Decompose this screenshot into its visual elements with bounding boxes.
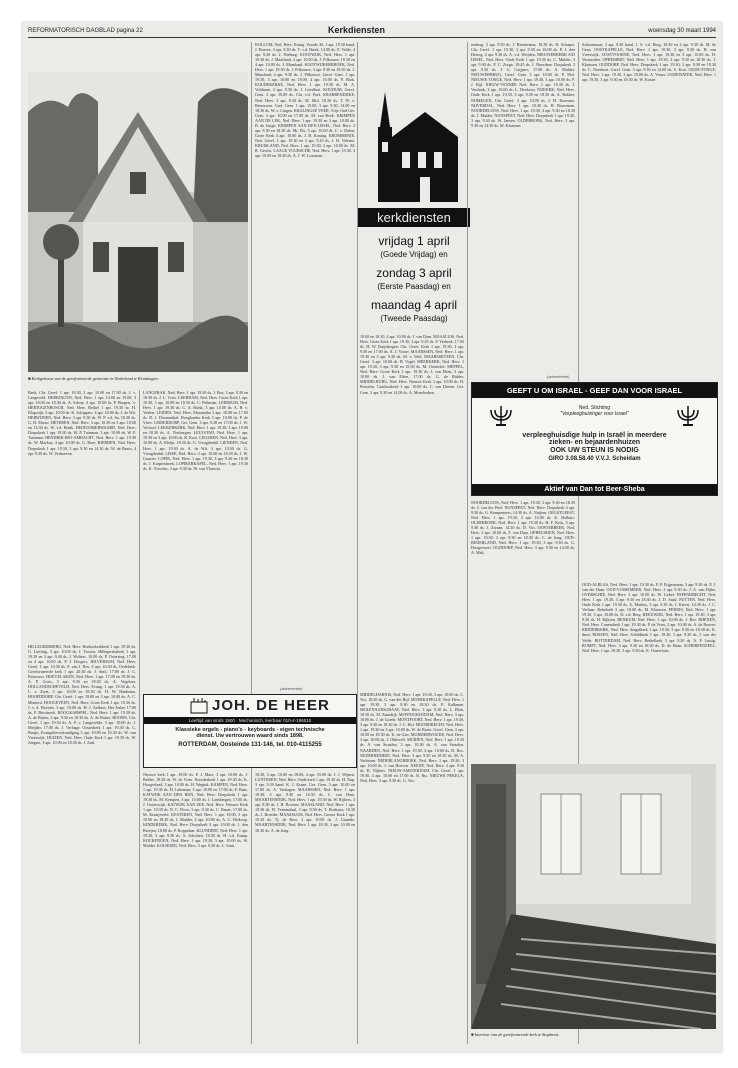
- column-rule: [139, 390, 140, 1044]
- ad-israel-body2: zieken- en bejaardenhuizen: [548, 439, 641, 446]
- column-4-top: tenberg. 3 apr. 9.30 ds. J. Riemersma, 18.30 ds. H. Schaper. Chr. Geref. 1 apr. 19.30, 3 apr. 9.30 en 16.00 ds. P. J. den Hertog, 4 apr. 9.30 ds. A. v.d. Weijden. NIEUWERKERK A/D IJSSEL, Ned. Herv. Oude Kerk 1 apr. 19.30 ds. C. Mulder, 3 apr. 9.30 ds. P. C. Zorge, 18.45 ds. J. Noordam. Dorpskerk 3 apr. 9.30 ds. J. G. Cuijpers, 17.00 ds. A. Mulder. NIEUWERBRUG, Geref. Gem. 3 apr. 10.00 ds. P. Mol. NIEUWE TONGE, Ned. Herv. 1 apr. 19.30, 3 apr. 10.00 ds. P. J. Bijl. NIEUW-VENNEP, Ned. Herv. 1 apr. 19.30 ds. J. Verdonk, 3 apr. 10.00 ds. L. Hoekstra. NIJKERK, Ned. Herv. Oude Kerk 1 apr. 19.30, 3 apr. 9.30 en 18.30 ds. A. Bakker. NIJMEGEN, Chr. Geref. 3 apr. 10.00 ds. J. H. Boersma. NIJVERDAL, Ned. Herv. 1 apr. 19.30 ds. H. Bouwman. NOORDELOOS, Ned. Herv. 1 apr. 19.30, 3 apr. 9.30 en 18.30 ds. J. Mulder. NUNSPEET, Ned. Herv. Dorpskerk 1 apr. 19.30, 3 apr. 9.30 ds. W. Jansen. OLDEBROEK, Ned. Herv. 3 apr. 9.30 en 14.30 ds. M. Klaassen.: [471, 42, 575, 128]
- ad-israel-sub1: Ned. Stichting: [578, 405, 611, 411]
- ad-joh-de-heer[interactable]: [143, 694, 357, 768]
- church-icon: [360, 82, 460, 202]
- newspaper-page: [22, 22, 722, 1052]
- hero-date-1-sub: (Goede Vrijdag) en: [380, 250, 448, 259]
- header-section-title: Kerkdiensten: [328, 25, 386, 35]
- column-2-top: KOLLUM, Ned. Herv. Evang. Voorde 26, 1 apr. 19.30 kand. J. Boeree, 3 apr. 9.30 ds. T. v.d. Brink, 14.00 ds. F. Velde, 4 apr. 9.30 ds. J. Nieburg. KOOTWIJK, Ned. Herv. 1 apr. 19.30 ds. J. Maasland, 3 apr. 10.00 ds. J. Pilkouwe, 18.30 en 4 apr. 10.00 ds. J. Maasland. KOOTWIJKERBROEK, Ned. Herv. 1 apr. 19.30 ds. J. Pilkouwe, 3 apr. 9.30 en 18.30 ds. J. Maasland, 4 apr. 9.30 ds. J. Pilkouwe. Geref. Gem. 1 apr. 19.30, 3 apr. 10.00 en 18.00, 4 apr. 10.00 ds. P. Blok. KOUDEKERKE, Ned. Herv. 1 apr. 19.30 ds. M. A. Voldman, 3 apr. 9.30 ds. J. Goedhart. KOUDUM, Geref. Gem. 3 apr. 10.00 ds. Chr. v.d. Poel. KRABBENDIJKE, Ned. Herv. 3 apr. 9.30 ds. M. Mol, 18.30 ds. T. W. v. Besouwen. Gref. Gem. 1 apr. 19.00, 3 apr. 9.30, 14.00 en 18.30 ds. W. v. Lingen. KRALINGSE VEER, Vrije Oud Ger. Gem. 3 apr. 10.00 en 17.00 ds. M. van Beek. KRIMPEN AAN DE LEK, Ned. Herv. 1 apr. 19.30 en 3 apr. 10.00 ds. B. de Jongh. KRIMPEN AAN DEN IJSSEL, Ned. Herv. 3 apr. 9.30 en 18.30 ds. Mr. Els, 3 apr. 10.00 ds. C. v. Dalen. Grote Kerk 4 apr. 10.00 ds. J. B. Koning. KROMMENIE, Ned. Geref. 1 apr. 19.30 en 3 apr. 9.30 ds. J. H. Velema. KRUISLAND, Ned. Herv. 1 apr. 19.30, 3 apr. 10.00 ds. M. R. Gerrits. LAAGE VUURSCHE, Ned. Herv. 1 apr. 19.30, 3 apr. 10.00 en 18.30 ds. A. J. W. Lozeman.: [255, 42, 355, 159]
- hero-date-2: zondag 3 april: [376, 266, 452, 280]
- church-interior-image: [471, 764, 716, 1029]
- column-rule: [357, 42, 358, 1044]
- ad-heer-name: JOH. DE HEER: [212, 697, 330, 714]
- caption-bullet-icon: ■: [471, 1032, 475, 1037]
- ad-label-heer: (advertentie): [280, 686, 303, 691]
- hero-date-2-sub: (Eerste Paasdag) en: [377, 282, 451, 291]
- organ-icon: [190, 698, 208, 714]
- hero-title: kerkdiensten: [358, 208, 470, 227]
- church-photo: [28, 72, 248, 372]
- header-paper-name: REFORMATORISCH DAGBLAD pagina 22: [28, 28, 143, 34]
- church-exterior-image: [28, 72, 248, 372]
- ad-israel[interactable]: [471, 382, 718, 496]
- page-header: [28, 25, 716, 38]
- column-3-bottom: MIDDELHARNIS, Ned. Herv. 1 apr. 19.30, 3 apr. 10.00 ds. C. Vos, 18.30 ds. G. van der Bijl. MOERKAPELLE, Ned. Herv. 1 apr. 19.30, 3 apr. 9.30 en 18.30 ds. P. Kalkman. MOLENAARSGRAAF, Ned. Herv. 3 apr. 9.30 ds. L. Blok, 18.30 ds. M. Zaandijk. MONNICKENDAM, Ned. Herv. 3 apr. 10.00 ds. J. de Goede. MONTFOORT, Ned. Herv. 1 apr. 19.30, 3 apr. 9.30 en 18.30 ds. J. C. Hol. MOORDRECHT, Ned. Herv. 1 apr. 19.30 en 3 apr. 10.00 ds. W. de Bruin. Geref. Gem. 3 apr. 10.00 en 18.30 ds. K. de Gier. MURMERWOUDE, Ned. Herv. 3 apr. 10.00 ds. J. Oldewelt. MUIDEN, Ned. Herv. 1 apr. 19.30 ds. A. van Straalen, 3 apr. 10.30 ds. A. van Straalen. NAARDEN, Ned. Herv. 1 apr. 19.30, 3 apr. 10.00 ds. D. Ros. NEDERHEMERT, Ned. Herv. 3 apr. 9.30 en 18.30 ds. M. A. Verboom. NEDERLANGBROEK, Ned. Herv. 1 apr. 19.30, 3 apr. 10.00 ds. J. van Hoeven. NEEDE, Ned. Herv. 3 apr. 9.30 ds. H. Nijhuis. NIEUW-AMSTERDAM, Chr. Geref. 1 apr. 19.30, 3 apr. 10.00 en 17.00 ds. R. Ris. NIEUWE PEKELA, Ned. Herv. 3 apr. 9.30 ds. G. Vos.: [360, 692, 464, 783]
- column-2b-bottom: 18.30, 3 apr. 10.00 en 18.00, 4 apr. 10.00 ds. J. J. Wijnen. LUNTEREN, Ned. Herv. Oude kerk 1 apr. 19.30 ds. H. Nap, 3 apr. 9.30 kand. K. J. Kraan. Ger. Gem. 3 apr. 10.00 en 17.00 ds. A. Verhagen. MAARSSEN, Ned. Herv. 1 apr. 19.30, 3 apr. 9.30 en 18.30 ds. C. van Ham. MAARTENSDIJK, Ned. Herv. 1 apr. 19.30 ds. W. Rijkers, 3 apr. 9.30 ds. J. H. Borsten. MAASLAND, Ned. Herv. 1 apr. 19.30 ds. W. Veenendaal, 3 apr. 9.30 ds. T. Hoekstra, 18.30 ds. J. Broeder. MAASSLUIS, Ned. Herv. Groote Kerk 1 apr. 19.30 ds. Tj. de Boer, 3 apr. 10.00 ds. J. Grandia. MAARTENSDIJK, Ned. Herv. 1 apr. 18.30, 3 apr. 10.00 en 18.30 ds. A. de Jong.: [255, 772, 355, 833]
- hero-date-1: vrijdag 1 april: [378, 234, 450, 248]
- column-rule: [467, 42, 468, 1044]
- menorah-icon: [673, 404, 703, 428]
- column-1-bottom: HILLEGERSBERG, Ned. Herv. Hoeksekerkkerk 1 apr. 19.30 ds. G. Liefting, 3 apr. 10.00 ds. J. Troosts. Hillegersbakerk 1 apr. 19.30 en 3 apr. 9.30 ds. J. Wolters. 10.00 ds. P. Ostersteg, 17.00 en 4 apr. 10.00 ds. P. J. Drogers. HILVERSUM, Ned. Herv. Geref. 1 apr. 19.30 ds. P. van J. Bos. 3 apr. 10.30 ds. Oedekerk. Gereformeerde kerk 1 apr. 20.30 ds. J. Smit, 17.00 ds. J. C. Brouwers. HOEVELAKEN, Ned. Herv. 1 apr. 17.00 en 19.30 ds. A. P. Goris, 3 apr. 9.30 en 18.30 ds. A. Vogelaar. HOLLANDSCHEVELD, Ned. Herv. Evang. 1 apr. 19.30 ds. A. L. v. Zwet, 3 apr. 10.00 en 18.30 ds. H. W. Hankema. HOOFDDORP, Chr. Geref. 1 apr. 19.00 en 3 apr. 10.00 ds. A. C. Mosterd. HOOGEVEEN, Ned. Herv. Grote Kerk 1 apr. 19.30 ds. J. v. d. Hoeven, 3 apr. 10.00 ds. H. J. Aalbers. Het Anker 17.00 ds. P. Biesbroek. HOOGKARSPEL, Ned. Herv. 1 apr. 19.30 ds. A. de Ruiter, 3 apr. 9.30 en 18.30 ds. A. de Ruiter. HOORN, Chr. Geref. 1 apr. 19.30 ds. A. P. v. Langevelde, 3 apr. 10.00 ds. J. Meijder, 17.00 ds. J. Verhage. Oosterkerk 1 apr. 19.30 ds. C. Bruijn, Evangelieverkondiging 3 apr. 10.00 en 18.30 ds. W. van Vreeswijk. HUIZEN, Ned. Herv. Oude Kerk 1 apr. 19.30 ds. W. Jongste, 3 apr. 10.00 en 18.30 ds. J. Zaal.: [28, 644, 136, 745]
- ad-label-israel: (advertentie): [547, 374, 570, 379]
- column-1-top: Beek, Chr. Geref. 1 apr. 19.30, 3 apr. 10.00 en 17.00 ds. J. v. Langeveld. HERKINGEN, Ned. Herv. 1 apr. 14.00 en 19.00, 3 apr. 10.00 en 18.30 dr. A. Schop. 4 apr. 10.00 hr. P. Bregen. 's-HERTOGENBOSCH, Ned. Herv. Bethel 1 apr. 19.30 hr. H. Klapwijk, 3 apr. 10.00 ds. K. Schippers. 4 apr. 10.00 ds. J. de Wit. HERWIJNEN, Ned. Herv. 3 apr. 9.30 ds. W. P. v.d. Sa. 18.30 ds. G. H. Mouw. HETEREN, Ned. Herv. 3 apr. 10.30 en 3 apr. 10.00 en 14.30 ds. W. v.d. Brink. HEINOOMERWAARD, Ned. Herv. Dorpskerk 1 apr. 19.30 ds. W. P. Tuinman, 3 apr. 10.00 ds. W. P. Tuinman. HENDRIK-IDO-AMBACHT, Ned. Herv. 1 apr. 19.30 ds. W. Markus, 4 apr. 10.00 ds. G. Boer. HIERDEN, Ned. Herv. Dorpskerk 1 apr. 19.30, 3 apr. 9.30 en 14.30 ds. W. de Bruin, 4 apr. 9.30 ds. W. Verhoeven.: [28, 390, 136, 456]
- column-2-bottom: Nieuwe kerk 1 apr. 19.00 ds. P. J. Mare, 3 apr. 10.00 ds. J. Belder, 18.30 ds. W. de Vries. Noorderkerk 1 apr. 19.30 ds. K. Hoogerland, 3 apr. 10.00 ds. H. Wegink. KAMPEN, Ned. Herv. 1 apr. 19.30 ds. H. Lakeman, 3 apr. 10.00 en 17.00 ds. F. Baas. KATWIJK AAN DEN RIJN, Ned. Herv. Dorpskerk 1 apr. 19.30 ds. M. Kempen, 3 apr. 10.00 ds. J. Lansbergen, 17.00 ds. J. Oosterwijk. KATWIJK AAN ZEE, Ned. Herv. Nieuwe Kerk 1 apr. 19.30 ds. D. C. Floor, 3 apr. 9.30 ds. C. Bauer, 17.00 ds. M. Kraaijeveld. KESTEREN, Ned. Herv. 1 apr. 19.00, 3 apr. 10.00 en 18.30 ds. J. Mulder, 4 apr. 10.00 ds. A. C. Heikoop. KINDERDIJK, Ned. Herv. Dorpskerk 3 apr. 10.00 ds. J. den Breejen, 18.00 ds. P. Koppelaar. KLUNDERT, Ned. Herv. 1 apr. 19.30, 3 apr. 9.30 ds. A. Scholten, 18.30 ds. H. v.d. Kamp. KOCKENGEN, Ned. Herv. 1 apr. 19.30, 3 apr. 10.00 ds. W. Mulder. KOLHORN, Ned. Herv. 3 apr. 9.30 ds. L. Smit.: [143, 772, 248, 848]
- column-2-lower: LANGERAK, Ned. Herv. 1 apr. 19.30 ds. J. Bos, 3 apr. 9.30 en 18.30 ds. J. L. Vries. LEERDAM, Ned. Herv. Grote Kerk 1 apr. 19.30, 3 apr. 10.00 en 18.30 ds. C. Pelkman. LEERSUM, Ned. Herv. 1 apr. 19.30 ds. C. A. Brink, 3 apr. 10.00 ds. A. H. v. Veelen. LEIDEN, Ned. Herv. Maranatha 3 apr. 10.00 en 17.00 ds. D. J. Doornenbal. Hooglandse Kerk 3 apr. 10.00 ds. P. de Vries. LEIDERDORP, Ger. Gem. 3 apr. 9.30 en 17.00 ds. J. W. Verhoef. LEKKERKERK, Ned. Herv. 1 apr. 19.30, 3 apr. 10.00 en 18.30 ds. A. Vierbergen. LELYSTAD, Ned. Herv. 1 apr. 19.30 en 3 apr. 10.00 ds. R. Kooi. LEUSDEN, Ned. Herv. 3 apr. 10.00 ds. A. Kleijn, 18.30 ds. G. Vreugdenhil. LIENDEN, Ned. Herv. 1 apr. 19.30 ds. A. de Wit, 3 apr. 10.00 ds. G. Vreugdenhil. LISSE, Ned. Herv. 3 apr. 10.00 en 18.30 ds. J. W. Gunster. LOPIK, Ned. Herv. 1 apr. 19.30, 3 apr. 9.30 en 18.30 ds. J. Kurpershoek. LOPIKERKAPEL, Ned. Herv. 1 apr. 19.30 ds. K. Visscher, 3 apr. 9.30 ds. W. van Vlastuin.: [143, 390, 248, 471]
- photo-caption-bottom: ■ Interieur van de gereformeerde kerk te Stapherst.: [471, 1032, 560, 1037]
- ad-heer-address: ROTTERDAM, Oosteinde 131-146, tel. 010-4115255: [178, 742, 322, 748]
- ad-israel-title: GEEFT U OM ISRAEL - GEEF DAN VOOR ISRAEL: [472, 383, 717, 398]
- menorah-icon: [486, 404, 516, 428]
- column-3-under-hero: 10.00 en 18.30, 4 apr. 10.00 ds. J. van Dam. MAASLUIS, Ned. Herv. Grote Kerk 1 apr. 19.30, 3 apr. 9.45 ds. P. Verbeek, 17.00 ds. H. W. Ruijsbergen. Chr. Geref. Kerk 1 apr. 19.30, 3 apr. 9.30 en 17.00 ds. A. J. Visser. MAARSSEN, Ned. Herv. 1 apr. 19.30 en 3 apr. 9.30 ds. M. v. Veld. MAARSSEVEEN, Chr. Geref. 3 apr. 10.00 ds. H. Vogel. MEERKERK, Ned. Herv. 1 apr. 19.30, 3 apr. 9.30 en 18.30 ds. M. Oosterlee. MEPPEL, Ned. Herv. Grote Kerk 1 apr. 19.30 ds. J. van Elten, 3 apr. 10.00 ds. J. van Elten, 17.00 ds. G. de Ridder. MIDDELBURG, Ned. Herv. Nieuwe Kerk 3 apr. 10.00 ds. H. Ponstein. Gasthuiskerk 3 apr. 10.00 ds. C. van Dieren. Ger. Gem. 3 apr. 9.30 en 14.00 ds. A. Moerkerken.: [360, 334, 464, 395]
- hero-church-silhouette: [360, 82, 460, 202]
- ad-israel-footer: Aktief van Dan tot Beer-Sheba: [472, 484, 717, 495]
- church-interior-photo: [471, 764, 716, 1029]
- ad-heer-line1: Klassieke orgels - piano's - keyboards - eigen technische: [175, 727, 325, 733]
- column-5-lower: OUD-ALBLAS, Ned. Herv. 1 apr. 19.30 ds. F. P. Eijgenraam, 3 apr. 9.30 ds. P. J. van der Ham. OUD-VOSSEMEER, Ned. Herv. 3 apr. 9.30 ds. J. A. van Dijke. OVERSCHIE, Ned. Herv. 3 apr. 10.00 ds. W. Gobel. PAPENDRECHT, Ned. Herv. 1 apr. 19.30, 3 apr. 9.30 en 18.30 ds. J. D. Staal. PUTTEN, Ned. Herv. Oude Kerk 1 apr. 19.30 ds. A. Markus, 3 apr. 9.30 ds. J. Kievit, 14.30 ds. J. C. Verhaar. Rehoboth 3 apr. 10.00 ds. M. Klaassen. PERNIS, Ned. Herv. 1 apr. 19.30, 3 apr. 10.00 ds. D. v.d. Berg. REEUWIJK, Ned. Herv. 1 apr. 19.30, 3 apr. 9.30 ds. H. Rijksen. RENKUM, Ned. Herv. 3 apr. 10.00 ds. J. Bos. RHENEN, Ned. Herv. Cunerakerk 1 apr. 19.30 ds. P. de Vries, 3 apr. 10.00 ds. A. de Reuver. RIDDERKERK, Ned. Herv. Singelkerk 1 apr. 19.30, 3 apr. 9.30 en 18.30 ds. K. Smit. RIJSSEN, Ned. Herv. Schildkerk 1 apr. 19.30, 3 apr. 9.30 ds. J. van der Velde. ROTTERDAM, Ned. Herv. Bethelkerk 3 apr. 9.30 ds. A. P. Lustig. RUMPT, Ned. Herv. 3 apr. 9.30 en 18.30 ds. D. de Haan. SCHERPENZEEL, Ned. Herv. 1 apr. 19.30, 3 apr. 9.30 ds. E. Oosterhuis.: [582, 582, 716, 653]
- ad-heer-line2: dienst. Uw vertrouwen waard sinds 1898.: [196, 733, 304, 739]
- photo-caption-left: ■ Kerkgebouw van de gereformeerde gemeente in Nederland te Kruiningen.: [28, 376, 159, 381]
- hero-date-3-sub: (Tweede Paasdag): [380, 314, 448, 323]
- ad-israel-body1: verpleeghuisdige hulp in Israël in meerdere: [522, 432, 667, 439]
- column-5-top: Schoonmaat, 3 apr. 9.30 kand. J. A. v.d. Berg, 18.30 en 4 apr. 9.30 ds. M. de Geus. OOSTKAPELLE, Ned. Herv. 1 apr. 19.30, 3 apr. 9.30 ds. H. van Vreeswijk. OOSTVOORNE, Ned. Herv. 1 apr. 19.30 en 3 apr. 10.00 ds. H. Vermeulen. OPHEMERT, Ned. Herv. 1 apr. 19.30, 3 apr. 9.30 en 18.30 ds. J. Klaassen. OUDDORP, Ned. Herv. Dorpskerk 1 apr. 19.30, 3 apr. 9.30 en 18.30 ds. C. Neerhout. Geref. Gem. 3 apr. 9.30 en 14.00 ds. A. Kort. OUDE-TONGE, Ned. Herv. 1 apr. 19.30, 3 apr. 10.00 ds. A. Visser. OUDEWATER, Ned. Herv. 1 apr. 19.30, 3 apr. 9.30 en 18.30 ds. W. Koster.: [582, 42, 716, 83]
- column-4-bottom: NOORDELOOS, Ned. Herv. 1 apr. 19.30, 3 apr. 9.30 en 18.30 ds. J. van der Poel. NUNSPEET, Ned. Herv. Dorpskerk 3 apr. 9.30 ds. G. Kempeneers, 14.30 ds. A. Nuijten. OEGSTGEEST, Ned. Herv. 1 apr. 19.30, 3 apr. 10.00 ds. K. Bolhuis. OLDEBROEK, Ned. Herv. 1 apr. 19.30 ds. H. F. Krüs, 3 apr. 9.30 ds. J. Zwaan, 14.30 ds. D. Vos. OOSTERBEEK, Ned. Herv. 3 apr. 10.00 ds. F. van Dam. OPHEUSDEN, Ned. Herv. 1 apr. 19.30, 3 apr. 9.30 en 18.30 ds. C. de Jong. OUD-BEIJERLAND, Ned. Herv. 1 apr. 19.30, 3 apr. 9.30 ds. G. Hoogerwerf. OUDDORP, Ned. Herv. 3 apr. 9.30 en 14.00 ds. A. Mak.: [471, 500, 575, 556]
- ad-israel-sub2: "Verpleeghuizinger voor Israel": [560, 411, 629, 417]
- column-rule: [251, 42, 252, 1044]
- ad-israel-body3: OOK UW STEUN IS NODIG: [550, 447, 639, 454]
- hero-date-3: maandag 4 april: [370, 298, 458, 312]
- ad-heer-sub: Leeftijd van sinds 1900 · Mechanisch, leerbaar 010-4-196615: [144, 717, 356, 724]
- caption-bullet-icon: ■: [28, 376, 32, 381]
- header-date: woensdag 30 maart 1994: [648, 28, 716, 34]
- ad-israel-giro: GIRO 3.08.58.40 V.V.J. Scheidam: [548, 456, 641, 462]
